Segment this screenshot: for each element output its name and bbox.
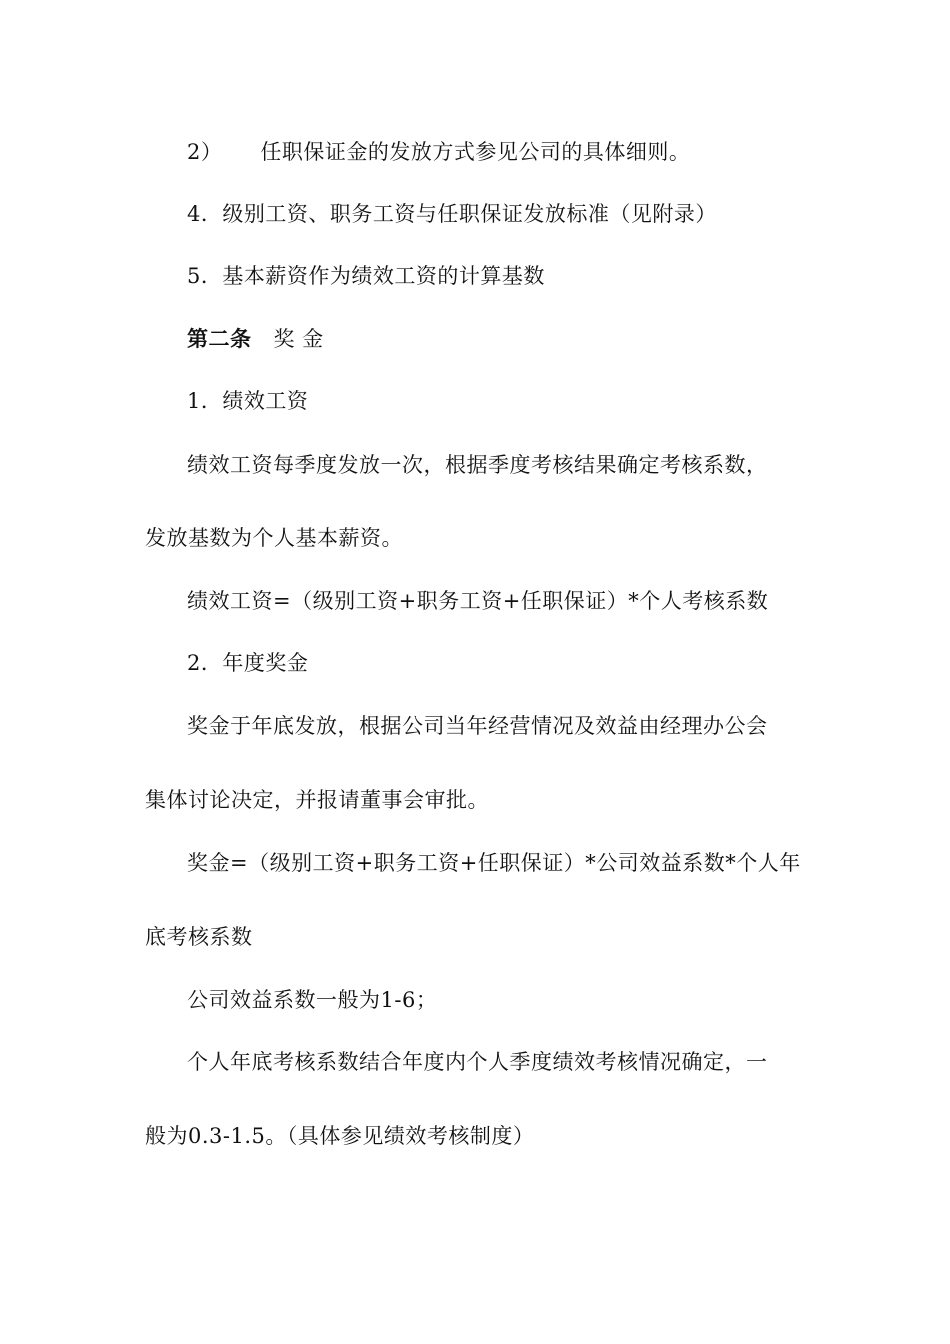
paragraph-guarantee-payout — [187, 138, 690, 166]
paragraph-base-salary: 5．基本薪资作为绩效工资的计算基数 — [187, 264, 545, 288]
article-number: 第二条 — [187, 326, 252, 351]
paragraph-personal-coefficient-line2: 般为0.3-1.5。（具体参见绩效考核制度） — [145, 1124, 535, 1148]
subheading-annual-bonus: 2．年度奖金 — [187, 651, 309, 675]
paragraph-performance-pay-line2: 发放基数为个人基本薪资。 — [145, 526, 403, 550]
article-title: 奖 金 — [273, 327, 324, 351]
paragraph-text: 任职保证金的发放方式参见公司的具体细则。 — [260, 140, 691, 164]
formula-annual-bonus-line1: 奖金=（级别工资+职务工资+任职保证）*公司效益系数*个人年 — [187, 851, 801, 875]
paragraph-personal-coefficient-line1: 个人年底考核系数结合年度内个人季度绩效考核情况确定，一 — [187, 1050, 768, 1074]
paragraph-annual-bonus-line1: 奖金于年底发放，根据公司当年经营情况及效益由经理办公会 — [187, 714, 768, 738]
paragraph-salary-standards: 4．级别工资、职务工资与任职保证发放标准（见附录） — [187, 202, 717, 226]
paragraph-performance-pay-line1: 绩效工资每季度发放一次，根据季度考核结果确定考核系数， — [187, 453, 768, 477]
paragraph-company-coefficient: 公司效益系数一般为1-6； — [187, 988, 438, 1012]
section-heading-bonus — [187, 325, 324, 353]
formula-performance-pay: 绩效工资=（级别工资+职务工资+任职保证）*个人考核系数 — [187, 589, 769, 613]
formula-annual-bonus-line2: 底考核系数 — [145, 925, 253, 949]
paragraph-annual-bonus-line2: 集体讨论决定，并报请董事会审批。 — [145, 788, 489, 812]
list-number: 2） — [187, 140, 223, 164]
subheading-performance-pay: 1．绩效工资 — [187, 389, 309, 413]
